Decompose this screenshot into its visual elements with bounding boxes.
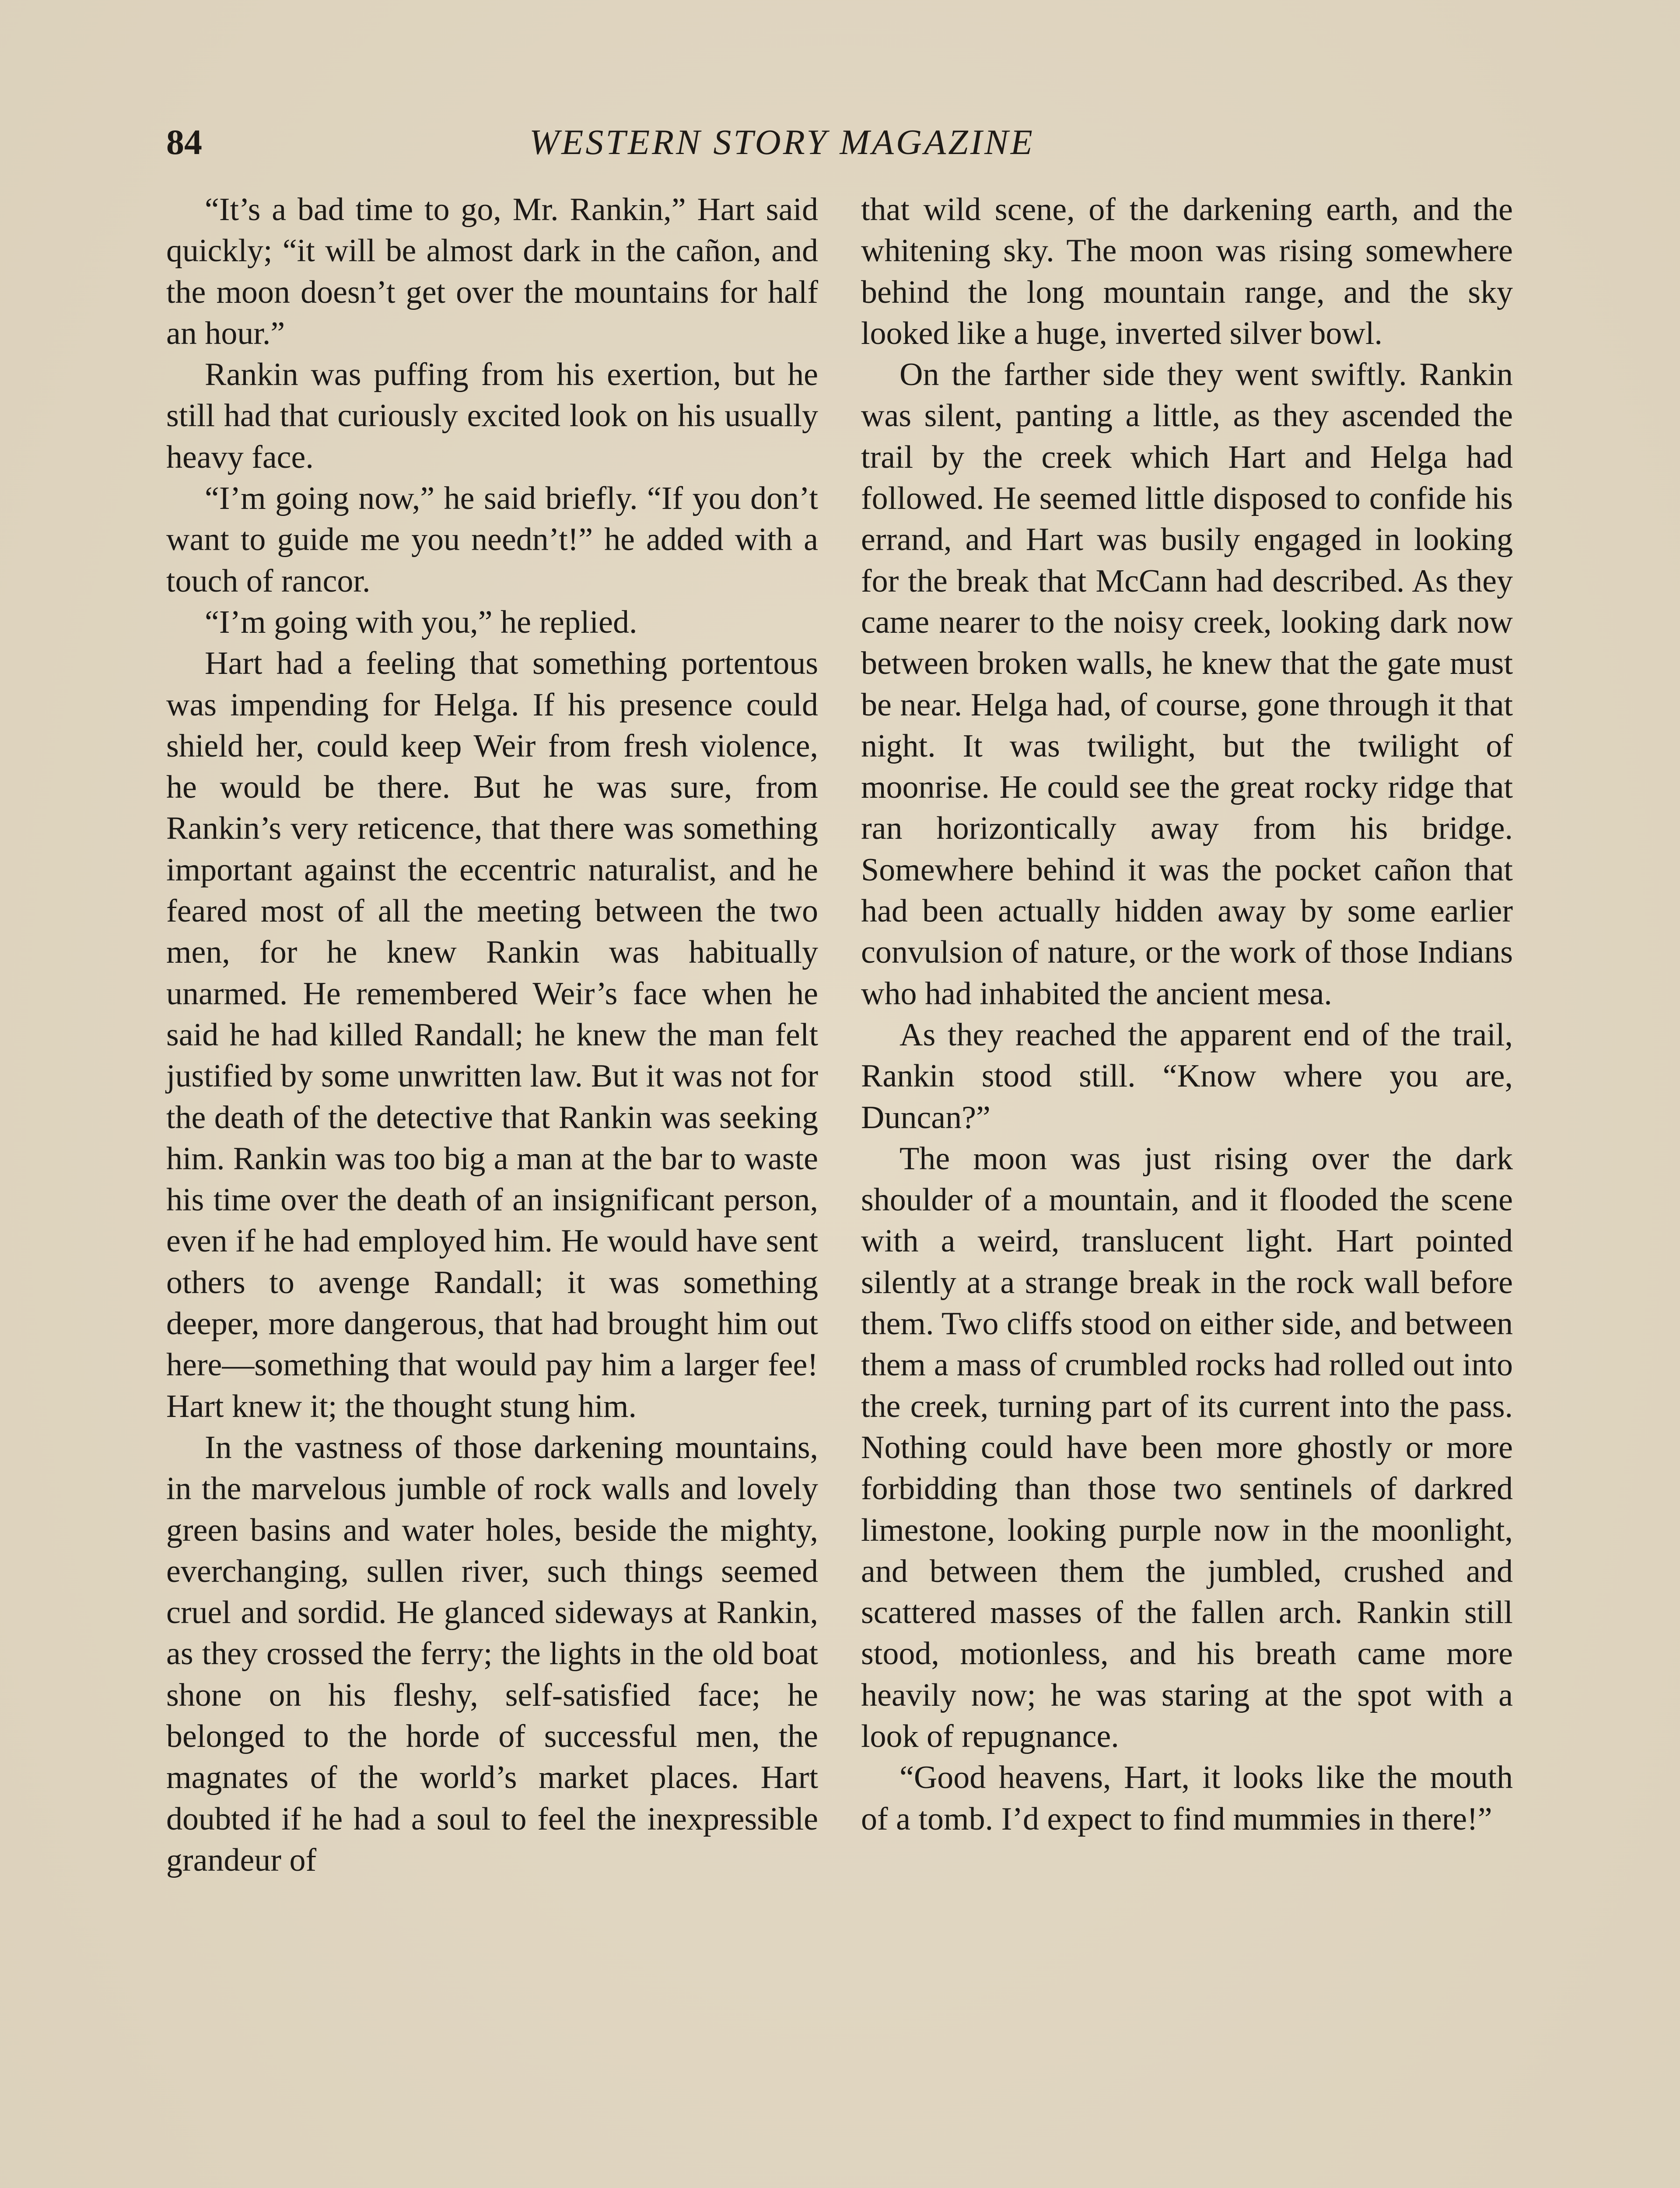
page-number: 84 bbox=[166, 122, 202, 162]
right-column bbox=[861, 189, 1513, 1840]
paragraph: Hart had a feeling that something portentous was impending for Helga. If his presence could shield her, could keep Weir from fresh violence, he would be there. But he was sure, from Rankin’s very reticence, that there was something important against the eccentric naturalist, and he feared most of all the meeting between the two men, for he knew Rankin was habitually unarmed. He remembered Weir’s face when he said he had killed Randall; he knew the man felt justified by some unwritten law. But it was not for the death of the detective that Rankin was seeking him. Rankin was too big a man at the bar to waste his time over the death of an insignificant person, even if he had employed him. He would have sent others to avenge Randall; it was something deeper, more dangerous, that had brought him out here—something that would pay him a larger fee! Hart knew it; the thought stung him. bbox=[166, 645, 818, 1424]
running-title: WESTERN STORY MAGAZINE bbox=[529, 122, 1035, 162]
left-column bbox=[166, 189, 818, 1881]
paragraph: “I’m going with you,” he replied. bbox=[205, 604, 637, 640]
paragraph: “Good heavens, Hart, it looks like the mouth of a tomb. I’d expect to find mummies in there!” bbox=[861, 1760, 1513, 1837]
paragraph: “I’m going now,” he said briefly. “If you don’t want to guide me you needn’t!” he added with a touch of rancor. bbox=[166, 480, 818, 599]
paragraph: In the vastness of those darkening mountains, in the marvelous jumble of rock walls and lovely green basins and water holes, beside the mighty, everchanging, sullen river, such things seemed cruel and sordid. He glanced sideways at Rankin, as they crossed the ferry; the lights in the old boat shone on his fleshy, self-satisfied face; he belonged to the horde of successful men, the magnates of the world’s market places. Hart doubted if he had a soul to feel the inexpressible grandeur of bbox=[166, 1429, 818, 1878]
paragraph: The moon was just rising over the dark shoulder of a mountain, and it flooded the scene with a weird, translucent light. Hart pointed silently at a strange break in the rock wall before them. Two cliffs stood on either side, and between them a mass of crumbled rocks had rolled out into the creek, turning part of its current into the pass. Nothing could have been more ghostly or more forbidding than those two sentinels of darkred limestone, looking purple now in the moonlight, and between them the jumbled, crushed and scattered masses of the fallen arch. Rankin still stood, motionless, and his breath came more heavily now; he was staring at the spot with a look of repugnance. bbox=[861, 1140, 1513, 1754]
paragraph: “It’s a bad time to go, Mr. Rankin,” Hart said quickly; “it will be almost dark in the cañon, and the moon doesn’t get over the mountains for half an hour.” bbox=[166, 192, 818, 351]
paragraph-continuation: that wild scene, of the darkening earth, and the whitening sky. The moon was rising somewhere behind the long mountain range, and the sky looked like a huge, inverted silver bowl. bbox=[861, 192, 1513, 351]
paragraph: On the farther side they went swiftly. Rankin was silent, panting a little, as they ascended the trail by the creek which Hart and Helga had followed. He seemed little disposed to confide his errand, and Hart was busily engaged in looking for the break that McCann had described. As they came nearer to the noisy creek, looking dark now between broken walls, he knew that the gate must be near. Helga had, of course, gone through it that night. It was twilight, but the twilight of moonrise. He could see the great rocky ridge that ran horizontically away from his bridge. Somewhere behind it was the pocket cañon that had been actually hidden away by some earlier convulsion of nature, or the work of those Indians who had inhabited the ancient mesa. bbox=[861, 357, 1513, 1012]
paragraph: Rankin was puffing from his exertion, but he still had that curiously excited look on his usually heavy face. bbox=[166, 357, 818, 475]
page-header bbox=[166, 118, 1146, 166]
paragraph: As they reached the apparent end of the trail, Rankin stood still. “Know where you are, Duncan?” bbox=[861, 1017, 1513, 1136]
